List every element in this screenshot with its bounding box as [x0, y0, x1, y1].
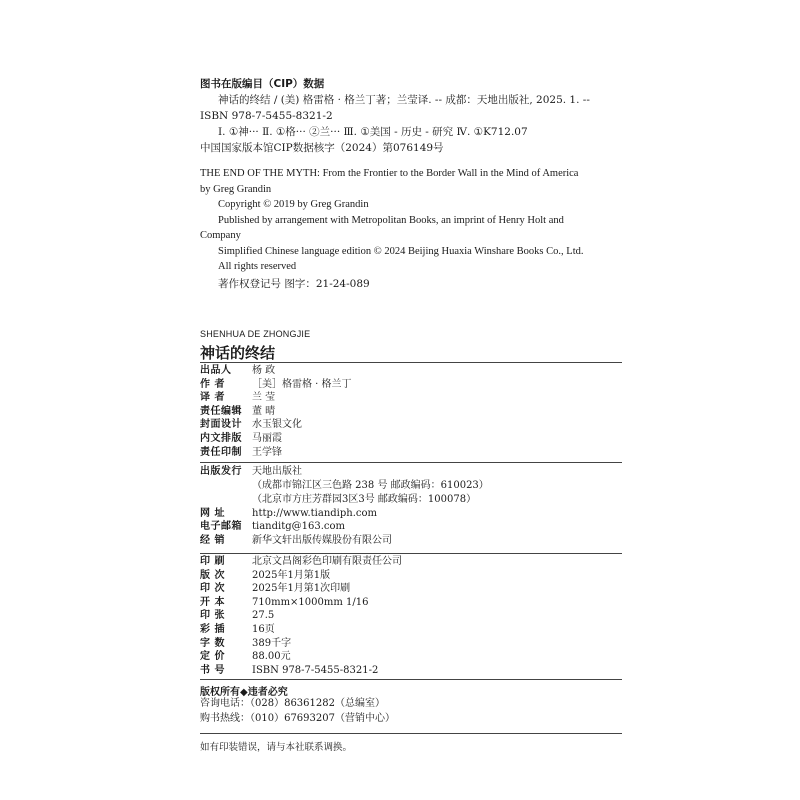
- credit-row: [200, 405, 630, 419]
- divider: [200, 553, 622, 554]
- credit-value: 董 晴: [252, 405, 276, 417]
- divider: [200, 679, 622, 680]
- printing-label: 印 次: [200, 583, 225, 595]
- credit-row: [200, 378, 630, 392]
- publisher-label: 网 址: [200, 507, 225, 519]
- divider: [200, 462, 622, 463]
- credit-value: 马丽霞: [252, 432, 282, 444]
- divider: [200, 733, 622, 734]
- printing-row: [200, 569, 630, 583]
- credit-value: 杨 政: [252, 365, 276, 376]
- printing-label: 开 本: [200, 596, 225, 608]
- book-title: 神话的终结: [200, 344, 276, 362]
- printing-block: [200, 555, 630, 677]
- printing-label: 书 号: [200, 664, 225, 676]
- printing-label: 版 次: [200, 569, 225, 581]
- printing-value: ISBN 978-7-5455-8321-2: [252, 664, 379, 676]
- credit-label: 出品人: [200, 365, 232, 376]
- printing-value: 2025年1月第1版: [252, 569, 331, 581]
- publisher-label: 出版发行: [200, 466, 242, 477]
- printing-label: 定 价: [200, 651, 225, 663]
- publisher-block: [200, 465, 630, 547]
- publisher-email: tianditg@163.com: [252, 521, 346, 533]
- original-author: by Greg Grandin: [200, 183, 272, 195]
- credit-label: 封面设计: [200, 419, 242, 431]
- publisher-website: http://www.tiandiph.com: [252, 507, 377, 519]
- misprint-notice: 如有印装错误，请与本社联系调换。: [200, 742, 353, 753]
- credit-label: 责任编辑: [200, 405, 242, 417]
- purchase-hotline: 购书热线：（010）67693207（营销中心）: [200, 712, 395, 724]
- printing-row: [200, 555, 630, 569]
- rights-reserved-notice: 版权所有◆违者必究: [200, 687, 288, 698]
- printing-value: 88.00元: [252, 651, 291, 663]
- printing-row: [200, 582, 630, 596]
- publisher-row: [200, 520, 630, 534]
- publisher-address-beijing: （北京市方庄芳群园3区3号 邮政编码：100078）: [252, 493, 477, 505]
- publisher-name: 天地出版社: [252, 466, 302, 477]
- publisher-row: [200, 465, 630, 479]
- printing-row: [200, 623, 630, 637]
- cip-block: [200, 76, 620, 156]
- credit-row: [200, 446, 630, 460]
- cip-catalog-line: 神话的终结 / (美) 格雷格 · 格兰丁著；兰莹译. -- 成都：天地出版社, 2025. 1. --: [218, 94, 590, 106]
- printing-row: [200, 596, 630, 610]
- consult-phone: 咨询电话：（028）86361282（总编室）: [200, 698, 385, 709]
- english-rights-block: [200, 166, 620, 292]
- credit-row: [200, 364, 630, 378]
- all-rights-reserved: All rights reserved: [218, 261, 297, 272]
- contact-block: [200, 697, 395, 726]
- original-title: THE END OF THE MYTH: From the Frontier to the Border Wall in the Mind of America: [200, 168, 579, 179]
- arrangement-line-cont: Company: [200, 230, 241, 241]
- printing-value: 北京文昌阁彩色印刷有限责任公司: [252, 556, 402, 567]
- credit-value: 兰 莹: [252, 392, 276, 404]
- printing-value: 16页: [252, 623, 275, 635]
- credits-block: [200, 364, 630, 459]
- publisher-label: 电子邮箱: [200, 521, 242, 533]
- credit-value: ［美］格雷格 · 格兰丁: [252, 378, 352, 390]
- printing-row: [200, 650, 630, 664]
- publisher-label: 经 销: [200, 534, 225, 546]
- credit-value: 王学锋: [252, 446, 282, 458]
- credit-label: 内文排版: [200, 432, 242, 444]
- printing-value: 389千字: [252, 637, 292, 649]
- printing-value: 2025年1月第1次印刷: [252, 583, 351, 595]
- publisher-row: [200, 507, 630, 521]
- publisher-row: [200, 534, 630, 548]
- printing-label: 印 张: [200, 610, 225, 622]
- publisher-address-chengdu: （成都市锦江区三色路 238 号 邮政编码：610023）: [252, 479, 489, 491]
- credit-row: [200, 432, 630, 446]
- credit-label: 责任印制: [200, 446, 242, 458]
- credit-row: [200, 391, 630, 405]
- printing-value: 27.5: [252, 610, 275, 622]
- credit-label: 作 者: [200, 378, 225, 390]
- divider: [200, 362, 622, 363]
- credit-label: 译 者: [200, 392, 225, 404]
- cip-classification: Ⅰ. ①神··· Ⅱ. ①格··· ②兰··· Ⅲ. ①美国 - 历史 - 研究 Ⅳ. ①K712.07: [218, 126, 528, 138]
- book-title-pinyin: SHENHUA DE ZHONGJIE: [200, 329, 311, 339]
- printing-row: [200, 664, 630, 678]
- cip-record-number: 中国国家版本馆CIP数据核字（2024）第076149号: [200, 142, 444, 154]
- registration-number: 著作权登记号 图字：21-24-089: [218, 277, 370, 290]
- printing-label: 印 刷: [200, 556, 225, 567]
- simplified-edition: Simplified Chinese language edition © 2024 Beijing Huaxia Winshare Books Co., Ltd.: [218, 245, 584, 257]
- printing-row: [200, 609, 630, 623]
- printing-row: [200, 637, 630, 651]
- printing-label: 字 数: [200, 637, 225, 649]
- original-copyright: Copyright © 2019 by Greg Grandin: [218, 199, 369, 210]
- credit-row: [200, 418, 630, 432]
- credit-value: 水玉银文化: [252, 419, 302, 431]
- printing-label: 彩 插: [200, 623, 225, 635]
- cip-heading: 图书在版编目（CIP）数据: [200, 78, 325, 90]
- publisher-distributor: 新华文轩出版传媒股份有限公司: [252, 534, 392, 546]
- cip-isbn: ISBN 978-7-5455-8321-2: [200, 110, 333, 122]
- printing-value: 710mm×1000mm 1/16: [252, 596, 369, 608]
- arrangement-line: Published by arrangement with Metropolitan Books, an imprint of Henry Holt and: [218, 214, 564, 226]
